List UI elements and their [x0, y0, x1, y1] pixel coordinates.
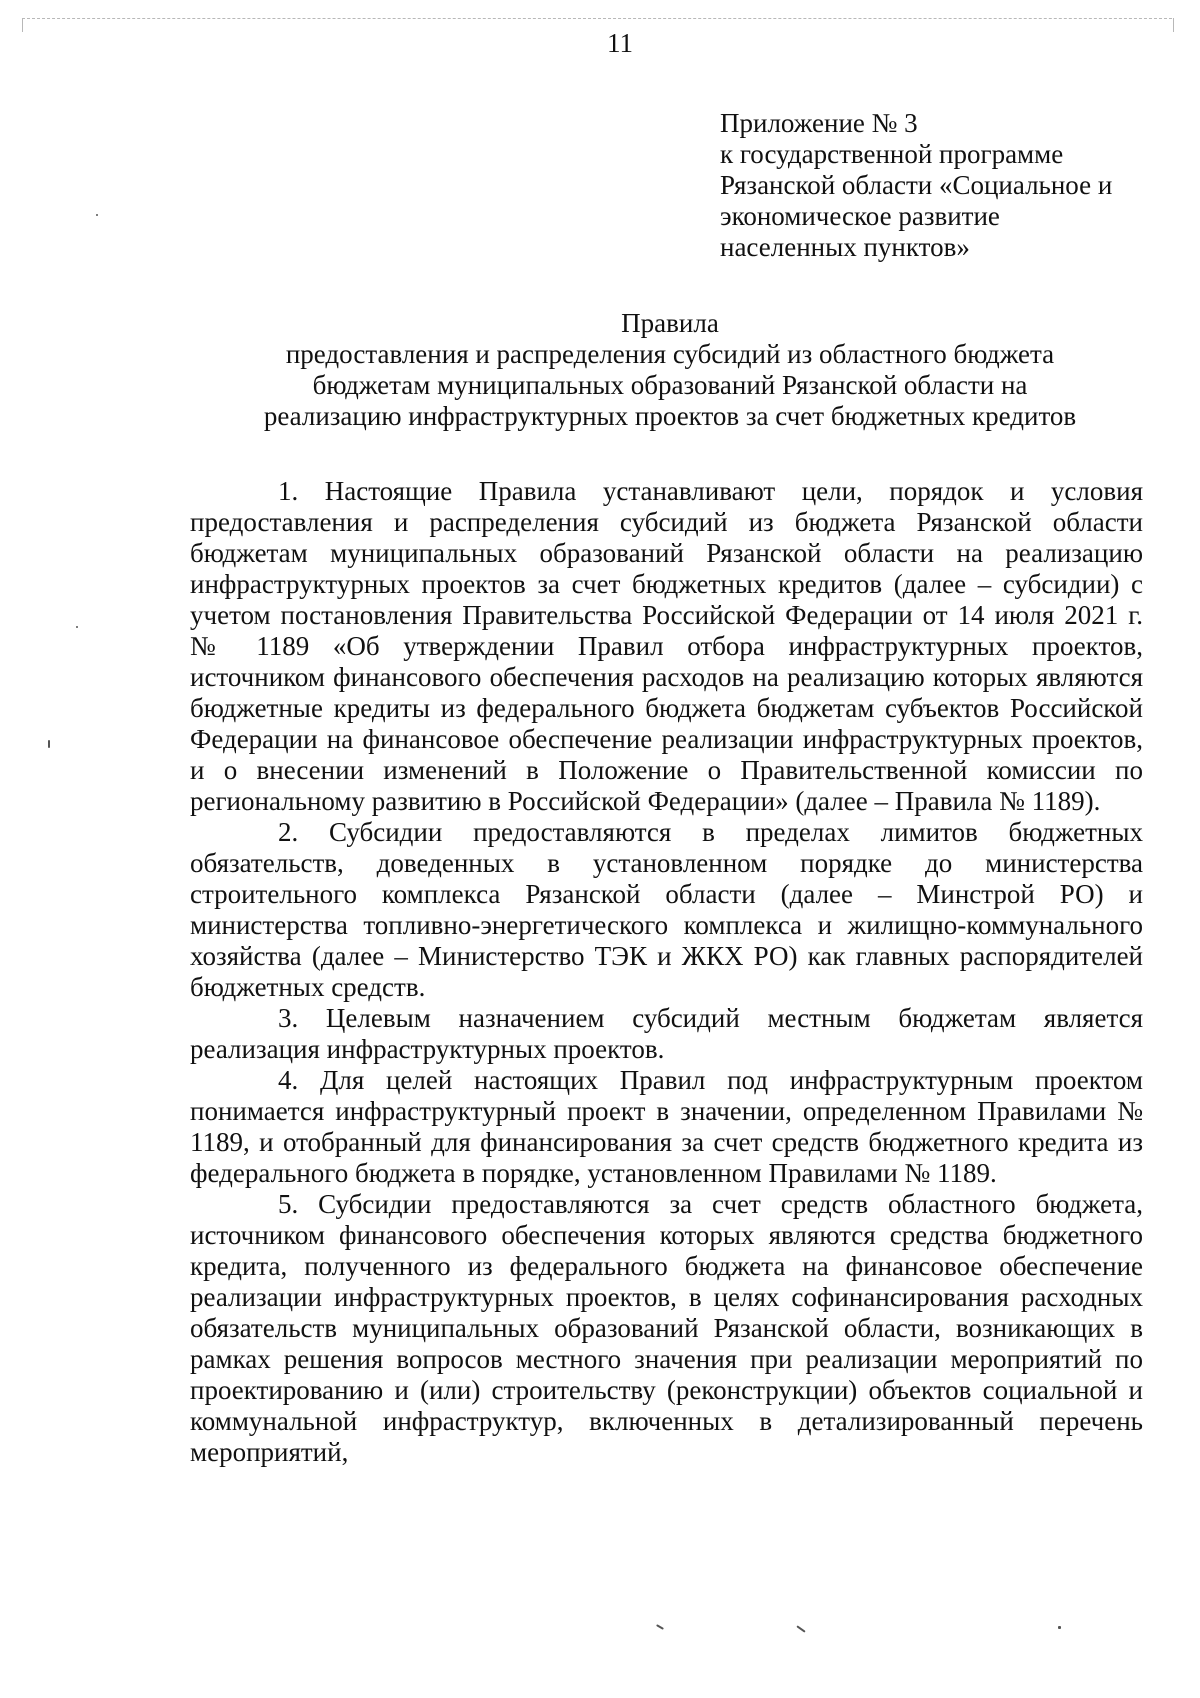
paragraph-3: 3. Целевым назначением субсидий местным бюджетам является реализация инфраструктурных проектов.	[190, 1003, 1143, 1064]
appendix-line: экономическое развитие	[720, 201, 1000, 231]
scan-speck	[656, 1624, 664, 1630]
appendix-header	[720, 108, 1160, 263]
appendix-line: Приложение № 3	[720, 108, 918, 138]
title-line: предоставления и распределения субсидий из областного бюджета	[285, 339, 1055, 369]
scan-speck	[796, 1625, 805, 1632]
title-line: реализацию инфраструктурных проектов за счет бюджетных кредитов	[263, 401, 1077, 431]
scan-speck	[48, 740, 50, 748]
paragraph-4: 4. Для целей настоящих Правил под инфраструктурным проектом понимается инфраструктурный проект в значении, определенном Правилами № 1189, и отобранный для финансирования за счет средств бюджетного кредита из федерального бюджета в порядке, установленном Правилами № 1189.	[190, 1065, 1143, 1188]
paragraph-5: 5. Субсидии предоставляются за счет средств областного бюджета, источником финансового обеспечения которых являются средства бюджетного кредита, полученного из федерального бюджета на финансовое обеспечение реализации инфраструктурных проектов, в целях софинансирования расходных обязательств муниципальных образований Рязанской области, возникающих в рамках решения вопросов местного значения при реализации мероприятий по проектированию и (или) строительству (реконструкции) объектов социальной и коммунальной инфраструктур, включенных в детализированный перечень мероприятий,	[190, 1189, 1143, 1467]
paragraph-1: 1. Настоящие Правила устанавливают цели, порядок и условия предоставления и распределения субсидий из бюджета Рязанской области бюджетам муниципальных образований Рязанской области на реализацию инфраструктурных проектов за счет бюджетных кредитов (далее – субсидии) с учетом постановления Правительства Российской Федерации от 14 июля 2021 г. № 1189 «Об утверждении Правил отбора инфраструктурных проектов, источником финансового обеспечения расходов на реализацию которых являются бюджетные кредиты из федерального бюджета бюджетам субъектов Российской Федерации на финансовое обеспечение реализации инфраструктурных проектов, и о внесении изменений в Положение о Правительственной комиссии по региональному развитию в Российской Федерации» (далее – Правила № 1189).	[190, 476, 1143, 816]
scan-speck	[76, 626, 78, 628]
document-body	[190, 476, 1143, 1468]
document-title	[190, 308, 1150, 432]
appendix-line: Рязанской области «Социальное и	[720, 170, 1113, 200]
scan-speck	[1058, 1626, 1061, 1629]
appendix-line: населенных пунктов»	[720, 232, 970, 262]
title-heading: Правила	[621, 308, 719, 338]
scan-speck	[96, 214, 98, 216]
paragraph-2: 2. Субсидии предоставляются в пределах лимитов бюджетных обязательств, доведенных в установленном порядке до министерства строительного комплекса Рязанской области (далее – Минстрой РО) и министерства топливно-энергетического комплекса и жилищно-коммунального хозяйства (далее – Министерство ТЭК и ЖКХ РО) как главных распорядителей бюджетных средств.	[190, 817, 1143, 1002]
page-number: 11	[607, 28, 633, 58]
appendix-line: к государственной программе	[720, 139, 1064, 169]
title-line: бюджетам муниципальных образований Рязанской области на	[312, 370, 1028, 400]
scan-border-top	[22, 18, 1172, 19]
